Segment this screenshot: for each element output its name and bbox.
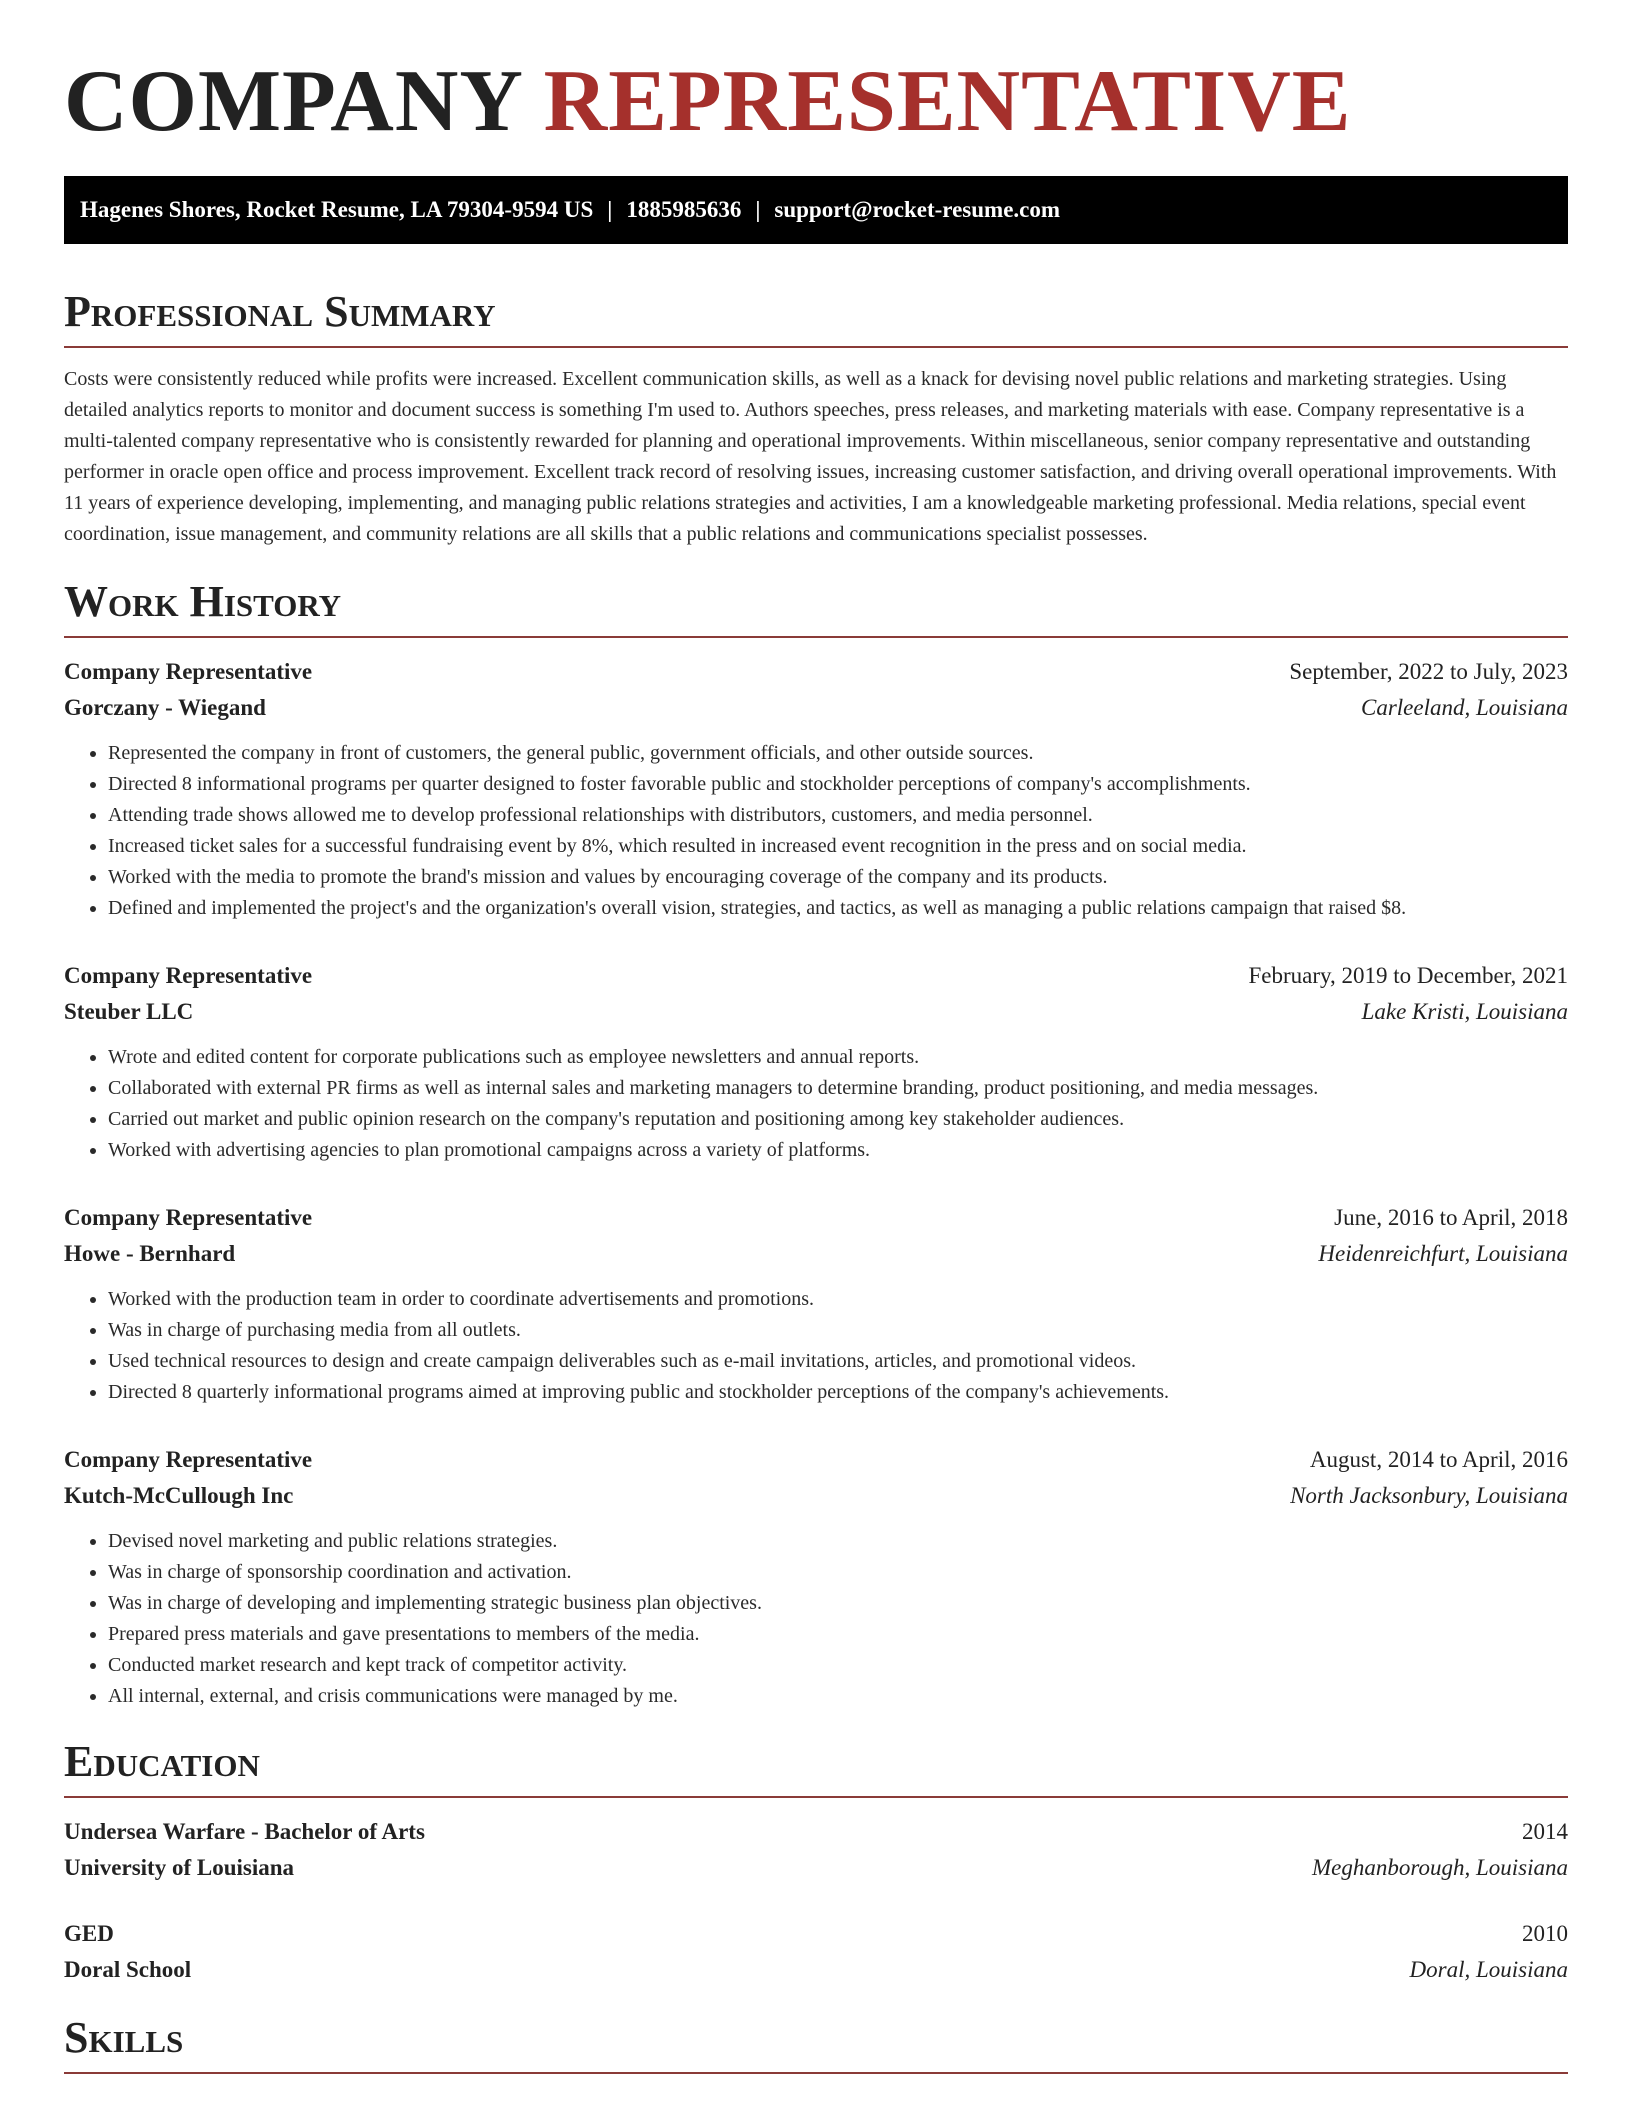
education-entry [64, 1916, 1568, 1988]
job-bullets [64, 1284, 1568, 1408]
job-bullet: • Defined and implemented the project's and the organization's overall vision, strategies, and tactics, as well as managing a public relations campaign that raised $8. [108, 893, 1568, 924]
resume-page [64, 0, 1568, 2074]
job-entry [64, 654, 1568, 924]
degree: Undersea Warfare - Bachelor of Arts [64, 1819, 425, 1844]
work-history-heading: Work History [64, 574, 1568, 638]
job-bullets [64, 1526, 1568, 1712]
contact-separator: | [607, 197, 613, 222]
contact-email: support@rocket-resume.com [774, 197, 1061, 222]
job-entry [64, 1200, 1568, 1408]
school-name: Doral School [64, 1957, 192, 1982]
job-title: Company Representative [64, 1205, 313, 1230]
contact-bar [64, 176, 1568, 244]
job-bullet: • All internal, external, and crisis communications were managed by me. [108, 1681, 1568, 1712]
education-entry [64, 1814, 1568, 1886]
job-location: North Jacksonbury, Louisiana [1290, 1483, 1568, 1508]
contact-phone: 1885985636 [626, 197, 742, 222]
company-name: Kutch-McCullough Inc [64, 1483, 294, 1508]
job-bullet: • Attending trade shows allowed me to develop professional relationships with distributors, customers, and media personnel. [108, 800, 1568, 831]
summary-heading: Professional Summary [64, 284, 1568, 348]
summary-text: Costs were consistently reduced while profits were increased. Excellent communication skills, as well as a knack for devising novel public relations and marketing strategies. Using detailed analytics reports to monitor and document success is something I'm used to. Authors speeches, press releases, and marketing materials with ease. Company representative is a multi-talented company representative who is consistently rewarded for planning and operational improvements. Within miscellaneous, senior company representative and outstanding performer in oracle open office and process improvement. Excellent track record of resolving issues, increasing customer satisfaction, and driving overall operational improvements. With 11 years of experience developing, implementing, and managing public relations strategies and activities, I am a knowledgeable marketing professional. Media relations, special event coordination, issue management, and community relations are all skills that a public relations and communications specialist possesses. [64, 368, 1557, 545]
job-bullet: • Collaborated with external PR firms as well as internal sales and marketing managers to determine branding, product positioning, and media messages. [108, 1073, 1568, 1104]
job-bullet: • Directed 8 informational programs per quarter designed to foster favorable public and stockholder perceptions of company's accomplishments. [108, 769, 1568, 800]
contact-address: Hagenes Shores, Rocket Resume, LA 79304-9594 US [80, 197, 594, 222]
job-title: Company Representative [64, 963, 313, 988]
job-bullet: • Carried out market and public opinion research on the company's reputation and positioning among key stakeholder audiences. [108, 1104, 1568, 1135]
job-bullet: • Directed 8 quarterly informational programs aimed at improving public and stockholder perceptions of the company's achievements. [108, 1377, 1568, 1408]
degree: GED [64, 1921, 114, 1946]
job-dates: June, 2016 to April, 2018 [1334, 1205, 1568, 1230]
job-bullet: • Worked with the media to promote the brand's mission and values by encouraging coverage of the company and its products. [108, 862, 1568, 893]
job-bullet: • Was in charge of developing and implementing strategic business plan objectives. [108, 1588, 1568, 1619]
job-bullet: • Increased ticket sales for a successful fundraising event by 8%, which resulted in increased event recognition in the press and on social media. [108, 831, 1568, 862]
school-location: Meghanborough, Louisiana [1312, 1855, 1568, 1880]
company-name: Steuber LLC [64, 999, 194, 1024]
job-bullet: • Used technical resources to design and create campaign deliverables such as e-mail invitations, articles, and promotional videos. [108, 1346, 1568, 1377]
job-dates: February, 2019 to December, 2021 [1248, 963, 1568, 988]
job-location: Lake Kristi, Louisiana [1361, 999, 1568, 1024]
job-title: Company Representative [64, 1447, 313, 1472]
contact-separator: | [755, 197, 761, 222]
job-bullet: • Was in charge of purchasing media from all outlets. [108, 1315, 1568, 1346]
job-dates: September, 2022 to July, 2023 [1289, 659, 1568, 684]
job-bullet: • Worked with the production team in order to coordinate advertisements and promotions. [108, 1284, 1568, 1315]
company-name: Howe - Bernhard [64, 1241, 236, 1266]
school-location: Doral, Louisiana [1409, 1957, 1568, 1982]
job-entry [64, 958, 1568, 1166]
job-entry [64, 1442, 1568, 1712]
title-part-1: COMPANY [64, 53, 521, 150]
company-name: Gorczany - Wiegand [64, 695, 266, 720]
school-name: University of Louisiana [64, 1855, 295, 1880]
job-bullet: • Conducted market research and kept track of competitor activity. [108, 1650, 1568, 1681]
job-location: Heidenreichfurt, Louisiana [1318, 1241, 1568, 1266]
education-year: 2010 [1522, 1921, 1568, 1946]
summary-section [64, 284, 1568, 550]
job-bullet: • Prepared press materials and gave presentations to members of the media. [108, 1619, 1568, 1650]
title-part-2: REPRESENTATIVE [543, 53, 1352, 150]
job-bullet: • Was in charge of sponsorship coordination and activation. [108, 1557, 1568, 1588]
education-heading: Education [64, 1734, 1568, 1798]
job-bullets [64, 1042, 1568, 1166]
job-bullet: • Worked with advertising agencies to plan promotional campaigns across a variety of platforms. [108, 1135, 1568, 1166]
education-section [64, 1734, 1568, 1988]
job-title: Company Representative [64, 659, 313, 684]
skills-heading: Skills [64, 2010, 1568, 2074]
education-year: 2014 [1522, 1819, 1568, 1844]
job-bullets [64, 738, 1568, 924]
job-dates: August, 2014 to April, 2016 [1309, 1447, 1568, 1472]
page-title [64, 0, 1568, 152]
job-location: Carleeland, Louisiana [1360, 695, 1568, 720]
job-bullet: • Represented the company in front of customers, the general public, government officials, and other outside sources. [108, 738, 1568, 769]
work-history-section [64, 574, 1568, 1712]
job-bullet: • Devised novel marketing and public relations strategies. [108, 1526, 1568, 1557]
job-bullet: • Wrote and edited content for corporate publications such as employee newsletters and annual reports. [108, 1042, 1568, 1073]
skills-section [64, 2010, 1568, 2074]
